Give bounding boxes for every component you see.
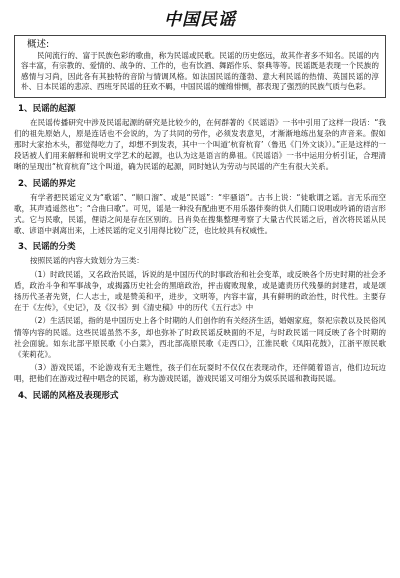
section-definition <box>14 178 386 237</box>
document-body <box>14 103 386 402</box>
summary-label: 概述: <box>27 39 50 50</box>
section-heading: 2、民谣的界定 <box>18 178 76 189</box>
section-paragraph: 按照民谣的内容大致划分为三类： <box>30 256 144 266</box>
page-title: 中国民谣 <box>164 10 236 30</box>
summary-box <box>14 35 386 98</box>
summary-text: 民间流行的、富于民族色彩的歌曲，称为民谣或民歌。民谣的历史悠远，故其作者多不知名。民谣的内容丰富，有宗教的、爱情的、战争的、工作的，也有饮酒、舞蹈作乐、祭典等等。民谣既是表现一个民族的感情与习尚，因此各有其独特的音阶与情调风格。如法国民谣的蓬勃、意大利民谣的热情、英国民谣的淳朴、日本民谣的悲凉、西班牙民谣的狂欢不羁，中国民谣的缠绵悱恻，都表现了强烈的民族气质与色彩。 <box>21 51 379 92</box>
section-paragraph: （2）生活民谣，指的是中国历史上各个时期的人们创作的有关经济生活，婚姻家庭，祭祀宗教以及民俗风情等内容的民谣。这些民谣虽然不多，却也弥补了时政民谣反映面的不足，与时政民谣一同反映了各个时期的社会面貌。如东北部平原民歌《小白菜》，西北部高原民歌《走西口》，江淮民歌《凤阳花鼓》，江浙平原民歌《茉莉花》。 <box>14 316 386 360</box>
section-paragraph: （3）游戏民谣，不论游戏有无主题性，孩子们在玩耍时不仅仅在表现动作，还伴随着语言，他们边玩边唱，把他们在游戏过程中唱念的民谣，称为游戏民谣，游戏民谣又可细分为娱乐民谣和教诲民谣。 <box>14 363 386 384</box>
section-heading: 4、民谣的风格及表现形式 <box>18 390 119 401</box>
section-style <box>14 390 386 402</box>
section-heading: 1、民谣的起源 <box>18 103 76 114</box>
section-paragraph: 在民谣传播研究中涉及民谣起源的研究是比较少的，在何群著的《民谣语》一书中引用了这样一段话：“我们的祖先原始人，原是连话也不会说的，为了共同的劳作，必须发表意见，才渐渐地练出复杂的声音来。假如那时大家抬木头，都觉得吃力了，却想不到发表，其中一个叫道‘杭育杭育’（鲁迅《门外文谈》）。”正是这样的一段话被人们用来解释和说明文学艺术的起源，也认为这是语言的鼻祖。《民谣语》一书中运用分析引证，合理清晰的呈现出“杭育杭育”这个叫道，确为民谣的起源，同时她认为劳动与民谣的产生有很大关系。 <box>14 117 386 172</box>
section-paragraph: 有学者把民谣定义为“歌谣”、“顺口溜”、或是“民谣”：“牢骚语”。古书上说：“徒歌谓之谣。言无乐而空歌，其声逍遥然也”；“合曲曰歌”。可见，谣是一种没有配曲更不用乐器伴奏的供人们随口说唱或吟诵的语言形式。它与民歌，民谣，俚语之间是存在区别的。吕肖奂在搜集整理考察了大量古代民谣之后，首次将民谣从民歌、谚语中剥离出来，上述民谣的定义引用得比较广泛，也比较具有权威性。 <box>14 192 386 236</box>
section-heading: 3、民谣的分类 <box>18 242 76 253</box>
section-classification <box>14 241 386 384</box>
section-paragraph: （1）时政民谣，又名政治民谣，诉说的是中国历代的时事政治和社会变革，或反映各个历史时期的社会矛盾，政治斗争和军事战争，或揭露历史社会的黑暗政治，抨击腐败现象，或是谴责历代残暴的封建君，或是颂扬历代圣者先贤，仁人志士，或是赞美和平，进步，文明等，内容丰富，具有鲜明的政治性，时代性。主要存在于《左传》，《史记》，及《汉书》到《清史稿》中的历代《五行志》中 <box>14 269 386 313</box>
section-origin <box>14 103 386 173</box>
